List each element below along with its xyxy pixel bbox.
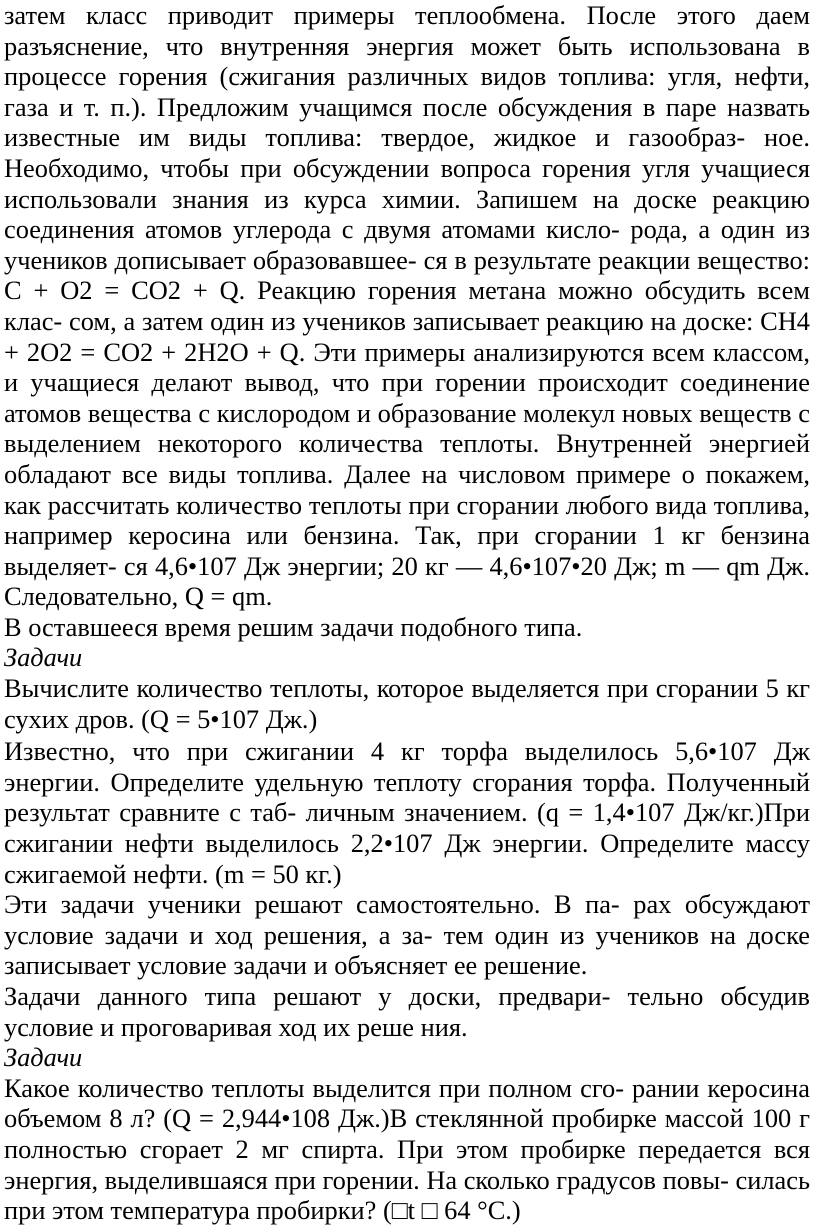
paragraph-intro: затем класс приводит примеры теплообмена. После этого даем разъяснение, что внутренняя энергия может быть использована в процессе горения (сжигания различных видов топлива: угля, нефти, газа и т. п.). Предложим учащимся после обсуждения в паре назвать известные им виды топлива: твердое, жидкое и газообраз- ное. Необходимо, чтобы при обсуждении вопроса горения угля учащиеся использовали знания из курса химии. Запишем на доске реакцию соединения атомов углерода с двумя атомами кисло- рода, а один из учеников дописывает образовавшее- ся в результате реакции вещество: C + O2 = CO2 + Q. Реакцию горения метана можно обсудить всем клас- сом, а затем один из учеников записывает реакцию на доске: CH4 + 2O2 = CO2 + 2H2O + Q. Эти примеры анализируются всем классом, и учащиеся делают вывод, что при горении происходит соединение атомов вещества с кислородом и образование молекул новых веществ с выделением некоторого количества теплоты. Внутренней энергией обладают все виды топлива. Далее на числовом примере о покажем, как рассчитать количество теплоты при сгорании любого вида топлива, например керосина или бензина. Так, при сгорании 1 кг бензина выделяет- ся 4,6•107 Дж энергии; 20 кг — 4,6•107•20 Дж; m — qm Дж. Следовательно, Q = qm.: [4, 0, 810, 612]
task-kerosene-alcohol: Какое количество теплоты выделится при полном сго- рании керосина объемом 8 л? (Q = 2,944•108 Дж.)В стеклянной пробирке массой 100 г полностью сгорает 2 мг спирта. При этом пробирке передается вся энергия, выделившаяся при горении. На сколько градусов повы- силась при этом температура пробирки? (□t □ 64 °С.): [4, 1072, 810, 1226]
paragraph-remaining-time: В оставшееся время решим задачи подобного типа.: [4, 611, 583, 642]
section-heading-tasks: Задачи: [4, 642, 83, 673]
section-heading-tasks-2: Задачи: [4, 1042, 83, 1073]
paragraph-board-work: Задачи данного типа решают у доски, предвари- тельно обсудив условие и проговаривая ход их реше ния.: [4, 981, 810, 1042]
task-peat-oil: Известно, что при сжигании 4 кг торфа выделилось 5,6•107 Дж энергии. Определите удельную теплоту сгорания торфа. Полученный результат сравните с таб- личным значением. (q = 1,4•107 Дж/кг.)При сжигании нефти выделилось 2,2•107 Дж энергии. Определите массу сжигаемой нефти. (m = 50 кг.): [4, 736, 810, 889]
paragraph-independent-work: Эти задачи ученики решают самостоятельно. В па- рах обсуждают условие задачи и ход решения, а за- тем один из учеников на доске записывает условие задачи и объясняет ее решение.: [4, 889, 810, 981]
task-firewood: Вычислите количество теплоты, которое выделяется при сгорании 5 кг сухих дров. (Q = 5•107 Дж.): [4, 673, 810, 734]
